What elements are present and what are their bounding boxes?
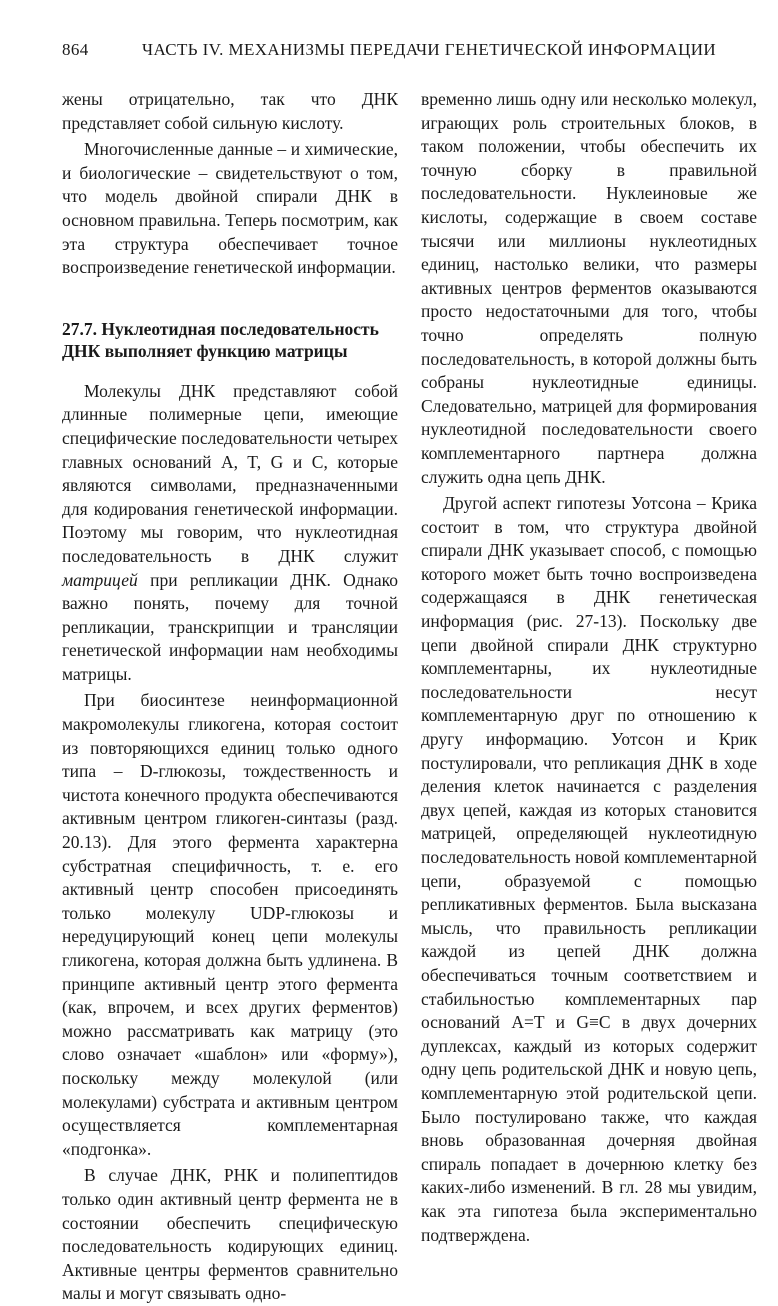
paragraph: временно лишь одну или несколько молекул, играющих роль строительных блоков, в таком положении, чтобы обеспечить их точную сборку в правильной последовательности. Нуклеиновые же кислоты, содержащие в своем составе тысячи или миллионы нуклеотидных единиц, настолько велики, что размеры активных центров ферментов оказываются просто недостаточными для того, чтобы точно определять полную последовательность, в которой должны быть собраны нуклеотидные единицы. Следовательно, матрицей для формирования нуклеотидной последовательности своего комплементарного партнера должна служить одна цепь ДНК. [421, 89, 757, 487]
paragraph: Многочисленные данные – и химические, и биологические – свидетельствуют о том, что модель двойной спирали ДНК в основном правильна. Теперь посмотрим, как эта структура обеспечивает точное воспроизведение генетической информации. [62, 139, 398, 278]
running-title: ЧАСТЬ IV. МЕХАНИЗМЫ ПЕРЕДАЧИ ГЕНЕТИЧЕСКОЙ ИНФОРМАЦИИ [142, 40, 717, 59]
paragraph: В случае ДНК, РНК и полипептидов только один активный центр фермента не в состоянии обеспечить специфическую последовательность кодирующих единиц. Активные центры ферментов сравнительно малы и могут связывать одно- [62, 1165, 398, 1304]
paragraph-text: при репликации ДНК. Однако важно понять, почему для точной репликации, транскрипции и трансляции генетической информации нам необходимы матрицы. [62, 569, 398, 684]
running-header [62, 40, 736, 60]
left-column [62, 88, 398, 1306]
page-number: 864 [62, 40, 89, 59]
paragraph: Другой аспект гипотезы Уотсона – Крика состоит в том, что структура двойной спирали ДНК указывает способ, с помощью которого может быть точно воспроизведена содержащаяся в ДНК генетическая информация (рис. 27-13). Поскольку две цепи двойной спирали ДНК структурно комплементарны, их нуклеотидные последовательности несут комплементарную друг по отношению к другу информацию. Уотсон и Крик постулировали, что репликация ДНК в ходе деления клеток начинается с разделения двух цепей, каждая из которых становится матрицей, определяющей нуклеотидную последовательность новой комплементарной цепи, образуемой с помощью репликативных ферментов. Была высказана мысль, что правильность репликации каждой из цепей ДНК должна обеспечиваться точным соответствием и стабильностью комплементарных пар оснований A=T и G≡C в двух дочерних дуплексах, каждый из которых содержит одну цепь родительской ДНК и новую цепь, комплементарную этой родительской цепи. Было постулировано также, что каждая вновь образованная дочерняя двойная спираль попадает в дочернюю клетку без каких-либо изменений. В гл. 28 мы увидим, как эта гипотеза была экспериментально подтверждена. [421, 493, 757, 1245]
section-heading: 27.7. Нуклеотидная последовательность ДНК выполняет функцию матрицы [62, 318, 379, 361]
paragraph [62, 380, 398, 687]
paragraph-text: Молекулы ДНК представляют собой длинные полимерные цепи, имеющие специфические последовательности четырех главных оснований A, T, G и C, которые являются символами, предназначенными для кодирования генетической информации. Поэтому мы говорим, что нуклеотидная последовательность в ДНК служит [62, 380, 398, 566]
paragraph: жены отрицательно, так что ДНК представляет собой сильную кислоту. [62, 89, 398, 133]
right-column [421, 88, 757, 1247]
paragraph: При биосинтезе неинформационной макромолекулы гликогена, которая состоит из повторяющихся единиц только одного типа – D-глюкозы, тождественность и чистота конечного продукта обеспечиваются активным центром гликоген-синтазы (разд. 20.13). Для этого фермента характерна субстратная специфичность, т. е. его активный центр способен присоединять только молекулу UDP-глюкозы и нередуцирующий конец цепи молекулы гликогена, которая должна быть удлинена. В принципе активный центр этого фермента (как, впрочем, и всех других ферментов) можно рассматривать как матрицу (это слово означает «шаблон» или «форму»), поскольку между молекулой (или молекулами) субстрата и активным центром осуществляется комплементарная «подгонка». [62, 690, 398, 1159]
emphasis-term: матрицей [62, 569, 138, 590]
